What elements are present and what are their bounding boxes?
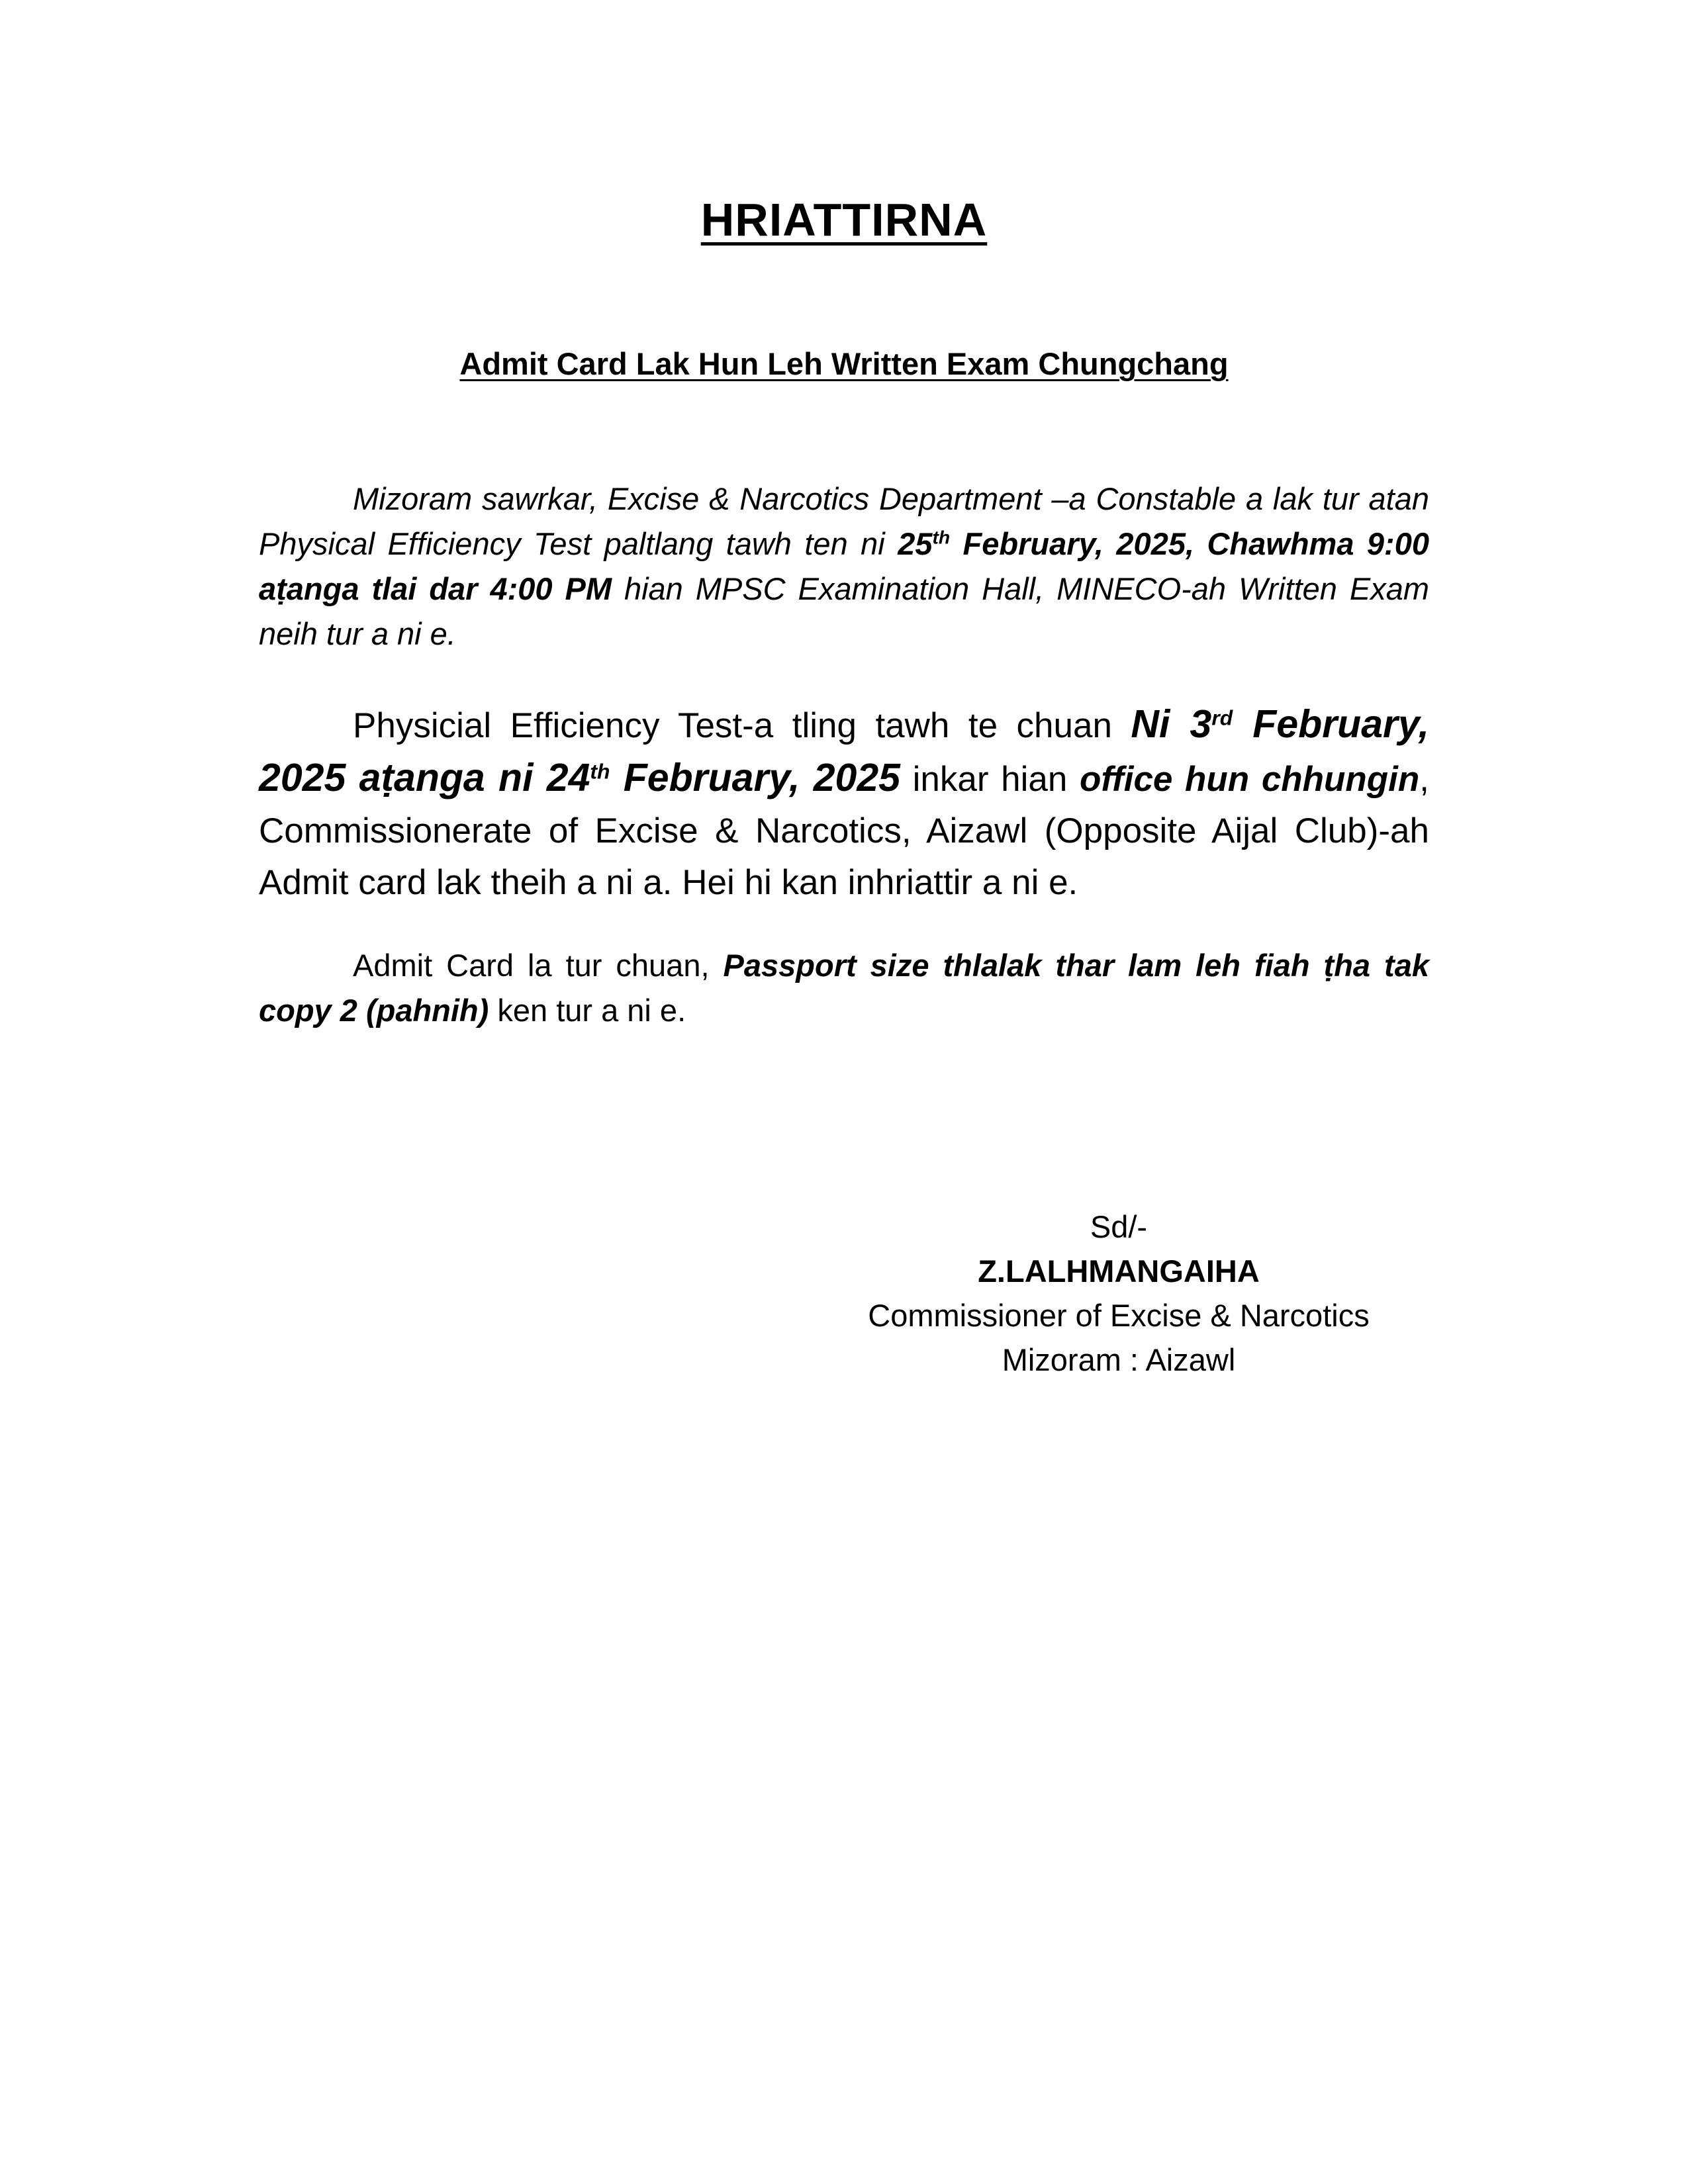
ordinal-suffix: rd xyxy=(1211,705,1233,730)
collection-start: Ni 3 xyxy=(1131,702,1212,746)
paragraph-exam-schedule xyxy=(259,477,1429,657)
paragraph-text: Mizoram sawrkar, Excise & Narcotics Department –a Constable a lak tur atan Physical Efficiency Test paltlang tawh ten ni xyxy=(259,481,1429,561)
ordinal-suffix: th xyxy=(590,759,610,784)
notice-subtitle: Admit Card Lak Hun Leh Written Exam Chungchang xyxy=(459,346,1229,381)
signatory-location: Mizoram : Aizawl xyxy=(1002,1342,1236,1377)
paragraph-text: , Commissionerate of Excise & Narcotics, Aizawl (Opposite Aijal Club)-ah Admit card lak theih a ni a. Hei hi kan inhriattir a ni e. xyxy=(259,760,1430,902)
signatory-name: Z.LALHMANGAIHA xyxy=(978,1253,1260,1289)
collection-range: February, 2025 aṭanga ni 24 xyxy=(259,702,1429,799)
signature-block xyxy=(827,1205,1410,1382)
ordinal-suffix: th xyxy=(932,526,951,548)
paragraph-text: ken tur a ni e. xyxy=(489,993,686,1028)
paragraph-text: Admit Card la tur chuan, xyxy=(353,948,724,983)
paragraph-text: Physicial Efficiency Test-a tling tawh te chuan xyxy=(353,706,1131,745)
exam-date-time: February, 2025, Chawhma 9:00 aṭanga tlai dar 4:00 PM xyxy=(259,526,1429,606)
signatory-designation: Commissioner of Excise & Narcotics xyxy=(868,1298,1370,1333)
notice-title: HRIATTIRNA xyxy=(700,194,988,246)
paragraph-text: hian MPSC Examination Hall, MINECO-ah Written Exam neih tur a ni e. xyxy=(259,571,1429,651)
collection-end: February, 2025 xyxy=(610,756,900,799)
paragraph-requirements xyxy=(259,943,1429,1033)
photo-requirement: Passport size thlalak thar lam leh fiah ṭha tak copy 2 (pahnih) xyxy=(259,948,1429,1028)
paragraph-admit-card-collection xyxy=(259,698,1429,909)
exam-date-day: 25 xyxy=(898,526,933,561)
paragraph-text: inkar hian xyxy=(900,760,1080,799)
office-hours: office hun chhungin xyxy=(1080,760,1420,799)
signature-sd: Sd/- xyxy=(1090,1209,1148,1244)
